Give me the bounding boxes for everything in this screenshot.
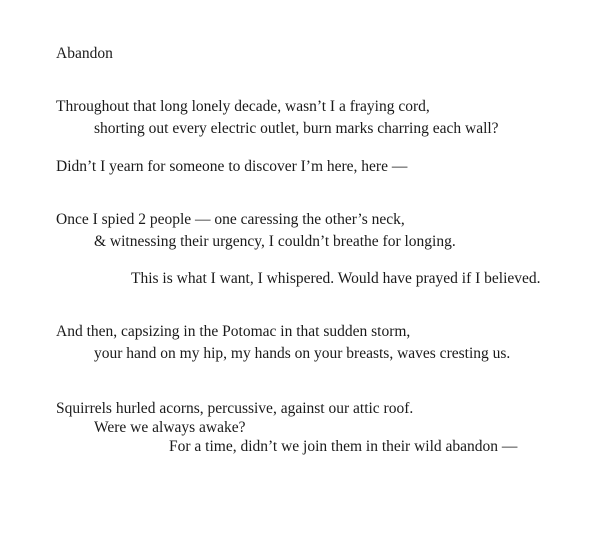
poem-line: For a time, didn’t we join them in their wild abandon — <box>169 438 518 455</box>
poem-line: Squirrels hurled acorns, percussive, against our attic roof. <box>56 400 414 417</box>
poem-line: shorting out every electric outlet, burn marks charring each wall? <box>94 120 499 137</box>
poem-line: This is what I want, I whispered. Would have prayed if I believed. <box>131 270 541 287</box>
poem-line: Didn’t I yearn for someone to discover I’m here, here — <box>56 158 408 175</box>
poem-line: And then, capsizing in the Potomac in that sudden storm, <box>56 323 411 340</box>
poem-line: Were we always awake? <box>94 419 246 436</box>
poem-title: Abandon <box>56 45 113 62</box>
poem-line: your hand on my hip, my hands on your breasts, waves cresting us. <box>94 345 511 362</box>
poem-line: Once I spied 2 people — one caressing the other’s neck, <box>56 211 405 228</box>
poem-line: Throughout that long lonely decade, wasn’t I a fraying cord, <box>56 98 430 115</box>
poem-line: & witnessing their urgency, I couldn’t breathe for longing. <box>94 233 456 250</box>
